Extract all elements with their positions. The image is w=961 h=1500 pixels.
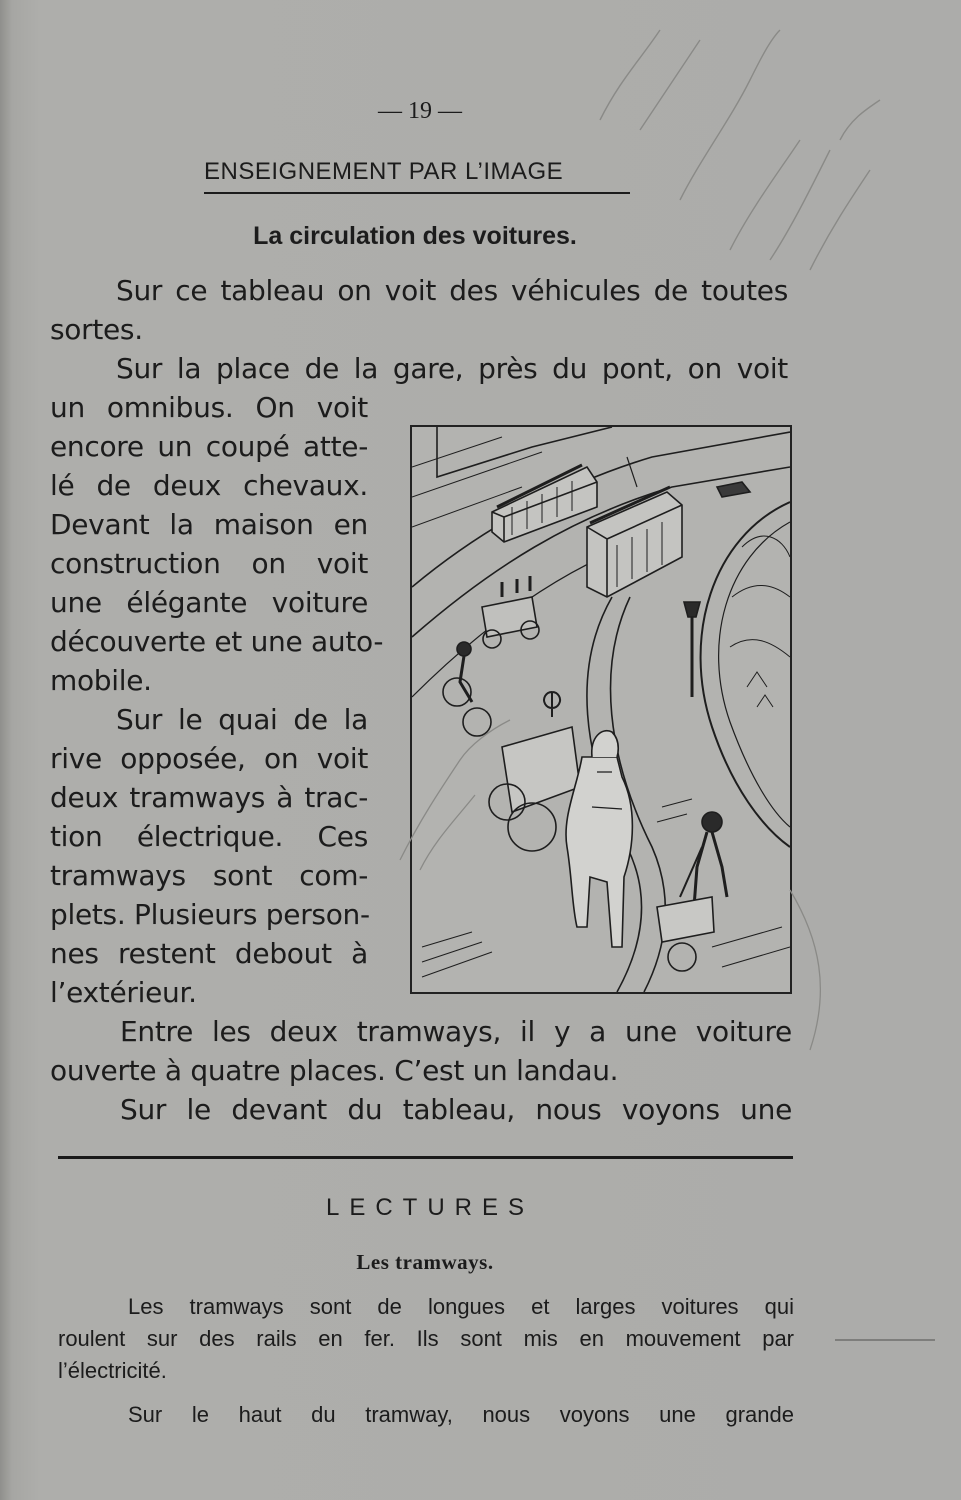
body-line: Entre les deux tramways, il y a une voiture [120, 1015, 792, 1048]
reading-line: roulent sur des rails en fer. Ils sont mis en mouvement par [58, 1326, 794, 1351]
body-line: Sur ce tableau on voit des véhicules de toutes [116, 274, 788, 307]
body-line: ouverte à quatre places. C’est un landau. [50, 1054, 619, 1087]
body-line: deux tramways à trac- [50, 781, 368, 814]
body-line: Sur la place de la gare, près du pont, on voit [116, 352, 788, 385]
section-title-underline [204, 192, 630, 194]
body-line: sortes. [50, 313, 143, 346]
section-divider [58, 1156, 793, 1159]
readings-subtitle: Les tramways. [356, 1250, 494, 1274]
page-number: — 19 — [378, 98, 462, 124]
body-line: tion électrique. Ces [50, 820, 368, 853]
body-line: encore un coupé atte- [50, 430, 368, 463]
body-line: nes restent debout à [50, 937, 368, 970]
reading-line: Sur le haut du tramway, nous voyons une grande [128, 1402, 794, 1427]
body-line: rive opposée, on voit [50, 742, 368, 775]
body-line: construction on voit [50, 547, 368, 580]
body-line: tramways sont com- [50, 859, 368, 892]
body-line: lé de deux chevaux. [50, 469, 368, 502]
body-line: Devant la maison en [50, 508, 368, 541]
body-line: plets. Plusieurs person- [50, 898, 370, 931]
body-line: un omnibus. On voit [50, 391, 368, 424]
body-line: une élégante voiture [50, 586, 368, 619]
pencil-marginalia [830, 1330, 940, 1350]
readings-title: LECTURES [325, 1194, 535, 1221]
lesson-title: La circulation des voitures. [253, 222, 577, 250]
section-title: ENSEIGNEMENT PAR L’IMAGE [204, 158, 564, 185]
body-line: Sur le devant du tableau, nous voyons une [120, 1093, 792, 1126]
reading-line: l’électricité. [58, 1358, 167, 1383]
body-line: l’extérieur. [50, 976, 197, 1009]
body-line: Sur le quai de la [116, 703, 368, 736]
body-line: découverte et une auto- [50, 625, 384, 658]
pencil-marginalia [780, 880, 860, 1060]
street-traffic-illustration [410, 425, 792, 994]
body-line: mobile. [50, 664, 152, 697]
reading-line: Les tramways sont de longues et larges voitures qui [128, 1294, 794, 1319]
